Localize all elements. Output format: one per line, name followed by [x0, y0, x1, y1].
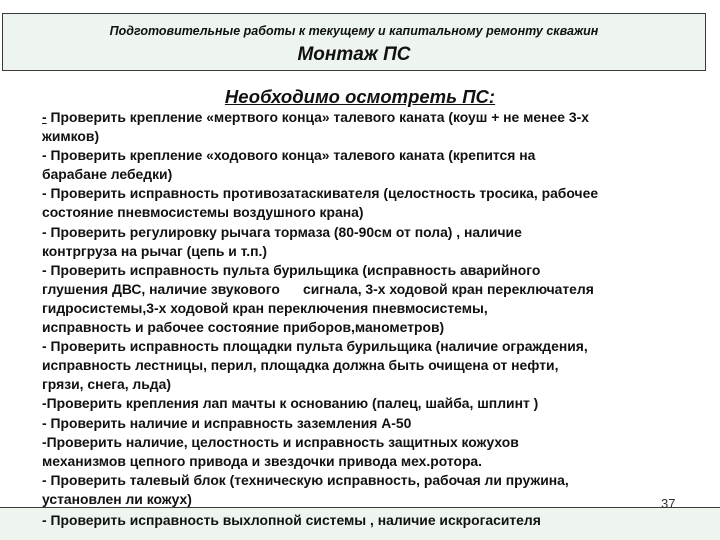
checklist-line: - Проверить наличие и исправность заземления А-50 [42, 414, 412, 431]
checklist-line: -Проверить крепления лап мачты к основанию (палец, шайба, шплинт ) [42, 395, 539, 412]
checklist-line: - Проверить талевый блок (техническую исправность, рабочая ли пружина, [42, 471, 569, 488]
checklist-line: - Проверить исправность противозатаскивателя (целостность тросика, рабочее [42, 185, 599, 202]
slide-title: Монтаж ПС [297, 44, 411, 65]
page-number: 37 [661, 496, 676, 511]
checklist-line: - Проверить исправность пульта бурильщика (исправность аварийного [42, 261, 541, 278]
checklist-last-line: - Проверить исправность выхлопной системы , наличие искрогасителя [42, 512, 541, 528]
checklist-line: механизмов цепного привода и звездочки привода мех.ротора. [42, 452, 483, 469]
checklist-line: - Проверить регулировку рычага тормаза (80-90см от пола) , наличие [42, 223, 522, 240]
checklist-line: -Проверить наличие, целостность и исправность защитных кожухов [42, 433, 519, 450]
checklist-line: гидросистемы,3-х ходовой кран переключения пневмосистемы, [42, 299, 488, 316]
checklist-line: исправность и рабочее состояние приборов,манометров) [42, 319, 445, 336]
checklist-line: глушения ДВС, наличие звукового сигнала, 3-х ходовой кран переключателя [42, 280, 594, 297]
checklist-line: жимков) [42, 128, 100, 145]
checklist-line: барабане лебедки) [42, 166, 173, 183]
checklist-line: исправность лестницы, перил, площадка должна быть очищена от нефти, [42, 357, 559, 374]
list-dash: - [42, 109, 47, 125]
checklist-line: - Проверить исправность площадки пульта бурильщика (наличие ограждения, [42, 338, 588, 355]
checklist-line: - Проверить крепление «мертвого конца» талевого каната (коуш + не менее 3-х [42, 109, 589, 125]
checklist-line: состояние пневмосистемы воздушного крана) [42, 204, 364, 221]
slide-header [2, 13, 706, 71]
section-heading: Необходимо осмотреть ПС: [224, 86, 496, 107]
checklist-line: - Проверить крепление «ходового конца» талевого каната (крепится на [42, 147, 536, 164]
checklist-line: грязи, снега, льда) [42, 376, 171, 393]
checklist-body [42, 108, 712, 509]
checklist-line: контргруза на рычаг (цепь и т.п.) [42, 242, 268, 259]
checklist-line: установлен ли кожух) [42, 490, 192, 507]
header-subtitle: Подготовительные работы к текущему и капитальному ремонту скважин [109, 24, 599, 38]
